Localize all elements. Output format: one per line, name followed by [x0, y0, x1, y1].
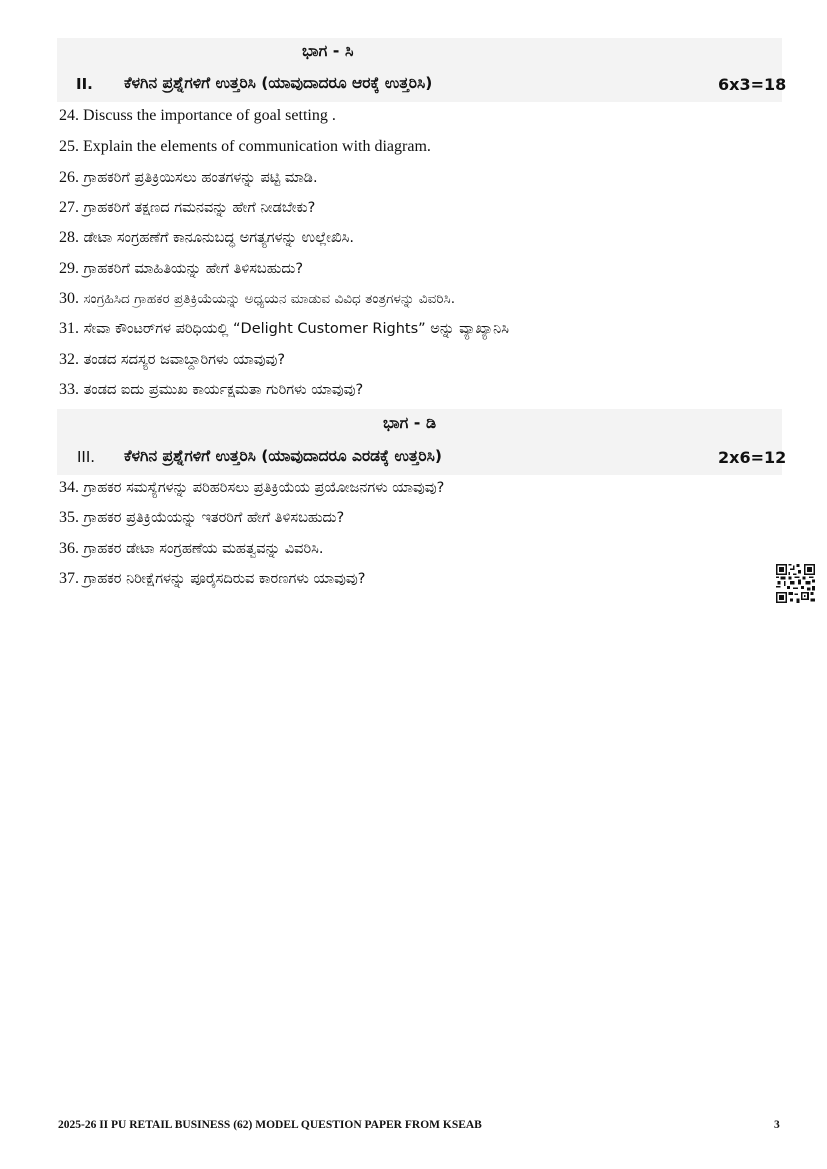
question-34: 34. ಗ್ರಾಹಕರ ಸಮಸ್ಯೆಗಳನ್ನು ಪರಿಹರಿಸಲು ಪ್ರತಿಕ್ರಿಯೆಯ ಪ್ರಯೋಜನಗಳು ಯಾವುವು?	[59, 479, 445, 496]
page-number: 3	[774, 1119, 780, 1131]
question-26: 26. ಗ್ರಾಹಕರಿಗೆ ಪ್ರತಿಕ್ರಿಯಿಸಲು ಹಂತಗಳನ್ನು ಪಟ್ಟಿ ಮಾಡಿ.	[59, 169, 318, 186]
qr-code-icon	[776, 564, 815, 603]
question-30: 30. ಸಂಗ್ರಹಿಸಿದ ಗ್ರಾಹಕರ ಪ್ರತಿಕ್ರಿಯೆಯನ್ನು ಅಧ್ಯಯನ ಮಾಡುವ ವಿವಿಧ ತಂತ್ರಗಳನ್ನು ವಿವರಿಸಿ.	[59, 290, 456, 307]
question-35: 35. ಗ್ರಾಹಕರ ಪ್ರತಿಕ್ರಿಯೆಯನ್ನು ಇತರರಿಗೆ ಹೇಗೆ ತಿಳಿಸಬಹುದು?	[59, 509, 345, 526]
part-d-title: ಭಾಗ - ಡಿ	[383, 413, 437, 432]
question-29: 29. ಗ್ರಾಹಕರಿಗೆ ಮಾಹಿತಿಯನ್ನು ಹೇಗೆ ತಿಳಿಸಬಹುದು?	[59, 260, 304, 277]
question-32: 32. ತಂಡದ ಸದಸ್ಯರ ಜವಾಬ್ದಾರಿಗಳು ಯಾವುವು?	[59, 351, 286, 368]
part-c-marks: 6x3=18	[718, 75, 787, 94]
part-d-instruction: ಕೆಳಗಿನ ಪ್ರಶ್ನೆಗಳಿಗೆ ಉತ್ತರಿಸಿ (ಯಾವುದಾದರೂ ಎರಡಕ್ಕೆ ಉತ್ತರಿಸಿ)	[124, 447, 442, 465]
question-28: 28. ಡೇಟಾ ಸಂಗ್ರಹಣೆಗೆ ಕಾನೂನುಬದ್ಧ ಅಗತ್ಯಗಳನ್ನು ಉಲ್ಲೇಖಿಸಿ.	[59, 229, 354, 246]
question-31: 31. ಸೇವಾ ಕೌಂಟರ್‌ಗಳ ಪರಿಧಿಯಲ್ಲಿ “Delight Customer Rights” ಅನ್ನು ವ್ಯಾಖ್ಯಾನಿಸಿ	[59, 320, 509, 337]
part-c-section-number: II.	[76, 75, 93, 93]
part-c-instruction: ಕೆಳಗಿನ ಪ್ರಶ್ನೆಗಳಿಗೆ ಉತ್ತರಿಸಿ (ಯಾವುದಾದರೂ ಆರಕ್ಕೆ ಉತ್ತರಿಸಿ)	[124, 74, 433, 92]
part-d-section-number: III.	[77, 448, 96, 466]
question-25: 25. Explain the elements of communication with diagram.	[59, 138, 431, 155]
question-24: 24. Discuss the importance of goal setting .	[59, 107, 336, 124]
question-37: 37. ಗ್ರಾಹಕರ ನಿರೀಕ್ಷೆಗಳನ್ನು ಪೂರೈಸದಿರುವ ಕಾರಣಗಳು ಯಾವುವು?	[59, 570, 366, 587]
question-33: 33. ತಂಡದ ಐದು ಪ್ರಮುಖ ಕಾರ್ಯಕ್ಷಮತಾ ಗುರಿಗಳು ಯಾವುವು?	[59, 381, 364, 398]
question-36: 36. ಗ್ರಾಹಕರ ಡೇಟಾ ಸಂಗ್ರಹಣೆಯ ಮಹತ್ವವನ್ನು ವಿವರಿಸಿ.	[59, 540, 324, 557]
part-c-title: ಭಾಗ - ಸಿ	[302, 41, 354, 60]
footer-title: 2025-26 II PU RETAIL BUSINESS (62) MODEL QUESTION PAPER FROM KSEAB	[58, 1119, 482, 1131]
part-d-marks: 2x6=12	[718, 448, 787, 467]
question-27: 27. ಗ್ರಾಹಕರಿಗೆ ತಕ್ಷಣದ ಗಮನವನ್ನು ಹೇಗೆ ನೀಡಬೇಕು?	[59, 199, 316, 216]
